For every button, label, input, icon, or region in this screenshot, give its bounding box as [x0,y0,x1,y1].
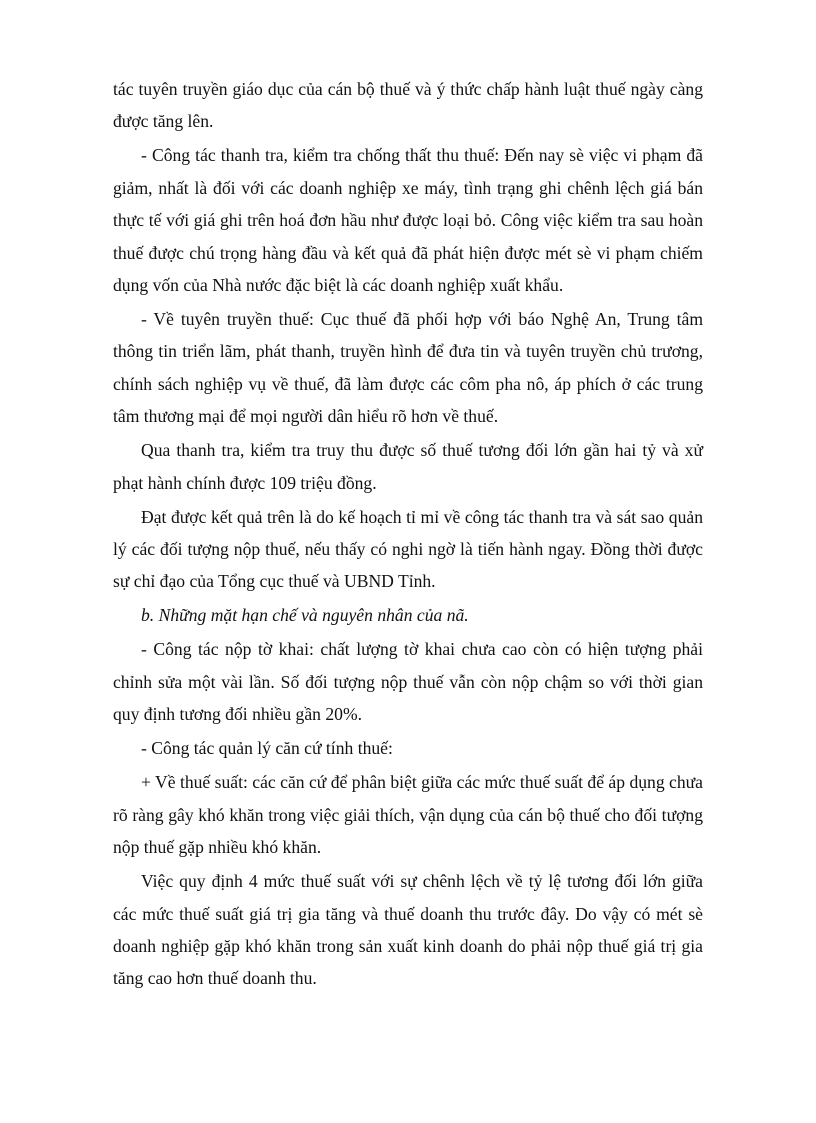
paragraph-declaration-filing: - Công tác nộp tờ khai: chất lượng tờ khai chưa cao còn có hiện tượng phải chỉnh sửa một vài lần. Số đối tượng nộp thuế vẫn còn nộp chậm so với thời gian quy định tương đối nhiều gần 20%. [113,639,703,725]
document-body [113,73,703,996]
section-heading-limitations: b. Những mặt hạn chế và nguyên nhân của nã. [141,605,469,626]
paragraph-inspection: - Công tác thanh tra, kiểm tra chống thất thu thuế: Đến nay sè việc vi phạm đã giảm, nhất là đối với các doanh nghiệp xe máy, tình trạng ghi chênh lệch giá bán thực tế với giá ghi trên hoá đơn hầu như được loại bỏ. Công việc kiểm tra sau hoàn thuế được chú trọng hàng đầu và kết quả đã phát hiện được mét sè vi phạm chiếm dụng vốn của Nhà nước đặc biệt là các doanh nghiệp xuất khẩu. [113,145,703,296]
paragraph-collection-result: Qua thanh tra, kiểm tra truy thu được số thuế tương đối lớn gần hai tỷ và xử phạt hành chính được 109 triệu đồng. [113,440,703,493]
paragraph-tax-basis: - Công tác quản lý căn cứ tính thuế: [141,738,393,759]
paragraph-continuation: tác tuyên truyền giáo dục của cán bộ thuế và ý thức chấp hành luật thuế ngày càng được tăng lên. [113,79,703,132]
paragraph-propaganda: - Về tuyên truyền thuế: Cục thuế đã phối hợp với báo Nghệ An, Trung tâm thông tin triển lãm, phát thanh, truyền hình để đưa tin và tuyên truyền chủ trương, chính sách nghiệp vụ về thuế, đã làm được các côm pha nô, áp phích ở các trung tâm thương mại để mọi người dân hiểu rõ hơn về thuế. [113,309,703,427]
paragraph-achievement-reason: Đạt được kết quả trên là do kế hoạch tỉ mỉ về công tác thanh tra và sát sao quản lý các đối tượng nộp thuế, nếu thấy có nghi ngờ là tiến hành ngay. Đồng thời được sự chỉ đạo của Tổng cục thuế và UBND Tỉnh. [113,506,703,592]
paragraph-tax-rates: + Về thuế suất: các căn cứ để phân biệt giữa các mức thuế suất để áp dụng chưa rõ ràng gây khó khăn trong việc giải thích, vận dụng của cán bộ thuế cho đối tượng nộp thuế gặp nhiều khó khăn. [113,772,703,858]
paragraph-rate-regulation: Việc quy định 4 mức thuế suất với sự chênh lệch về tỷ lệ tương đối lớn giữa các mức thuế suất giá trị gia tăng và thuế doanh thu trước đây. Do vậy có mét sè doanh nghiệp gặp khó khăn trong sản xuất kinh doanh do phải nộp thuế giá trị gia tăng cao hơn thuế doanh thu. [113,871,703,989]
